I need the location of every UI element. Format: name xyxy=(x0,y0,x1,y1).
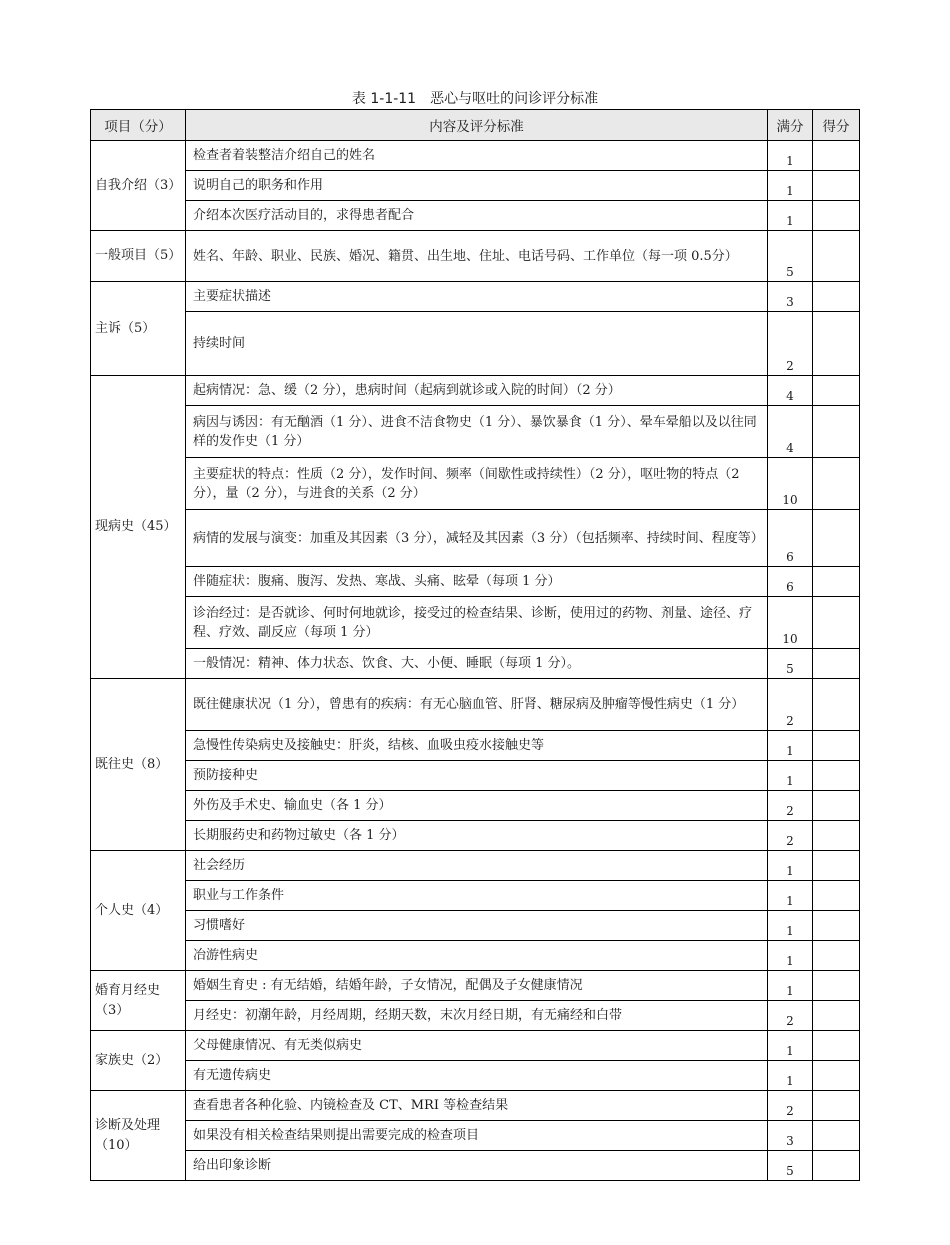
score-cell[interactable] xyxy=(813,821,860,851)
criteria-text: 习惯嗜好 xyxy=(186,911,768,941)
full-score: 2 xyxy=(768,312,813,376)
table-row xyxy=(91,1091,860,1121)
score-cell[interactable] xyxy=(813,1001,860,1031)
criteria-text: 有无遗传病史 xyxy=(186,1061,768,1091)
table-row xyxy=(91,821,860,851)
section-label: 一般项目（5） xyxy=(91,231,186,282)
table-row xyxy=(91,597,860,649)
table-row xyxy=(91,761,860,791)
table-row xyxy=(91,406,860,458)
table-row xyxy=(91,312,860,376)
table-row xyxy=(91,376,860,406)
criteria-text: 如果没有相关检查结果则提出需要完成的检查项目 xyxy=(186,1121,768,1151)
table-row xyxy=(91,791,860,821)
criteria-text: 冶游性病史 xyxy=(186,941,768,971)
score-cell[interactable] xyxy=(813,1031,860,1061)
criteria-text: 诊治经过：是否就诊、何时何地就诊，接受过的检查结果、诊断，使用过的药物、剂量、途径、疗程、疗效、副反应（每项 1 分） xyxy=(186,597,768,649)
score-cell[interactable] xyxy=(813,406,860,458)
criteria-text: 起病情况：急、缓（2 分），患病时间（起病到就诊或入院的时间）（2 分） xyxy=(186,376,768,406)
full-score: 6 xyxy=(768,567,813,597)
criteria-text: 查看患者各种化验、内镜检查及 CT、MRI 等检查结果 xyxy=(186,1091,768,1121)
table-row xyxy=(91,201,860,231)
criteria-text: 姓名、年龄、职业、民族、婚况、籍贯、出生地、住址、电话号码、工作单位（每一项 0.5分） xyxy=(186,231,768,282)
criteria-text: 病因与诱因：有无酗酒（1 分）、进食不洁食物史（1 分）、暴饮暴食（1 分）、晕车晕船以及以往同样的发作史（1 分） xyxy=(186,406,768,458)
criteria-text: 病情的发展与演变：加重及其因素（3 分），减轻及其因素（3 分）（包括频率、持续时间、程度等） xyxy=(186,510,768,567)
full-score: 1 xyxy=(768,971,813,1001)
score-cell[interactable] xyxy=(813,679,860,731)
full-score: 5 xyxy=(768,1151,813,1181)
full-score: 5 xyxy=(768,649,813,679)
score-cell[interactable] xyxy=(813,971,860,1001)
full-score: 2 xyxy=(768,791,813,821)
criteria-text: 职业与工作条件 xyxy=(186,881,768,911)
full-score: 1 xyxy=(768,141,813,171)
criteria-text: 介绍本次医疗活动目的，求得患者配合 xyxy=(186,201,768,231)
table-row xyxy=(91,881,860,911)
table-caption: 恶心与呕吐的问诊评分标准 xyxy=(430,91,599,107)
header-full-score: 满分 xyxy=(768,110,813,141)
score-cell[interactable] xyxy=(813,881,860,911)
full-score: 1 xyxy=(768,851,813,881)
criteria-text: 月经史：初潮年龄，月经周期，经期天数，末次月经日期，有无痛经和白带 xyxy=(186,1001,768,1031)
full-score: 2 xyxy=(768,821,813,851)
full-score: 5 xyxy=(768,231,813,282)
table-row xyxy=(91,731,860,761)
section-label: 诊断及处理（10） xyxy=(91,1091,186,1181)
criteria-text: 急慢性传染病史及接触史：肝炎，结核、血吸虫疫水接触史等 xyxy=(186,731,768,761)
score-cell[interactable] xyxy=(813,1091,860,1121)
score-cell[interactable] xyxy=(813,941,860,971)
section-label: 个人史（4） xyxy=(91,851,186,971)
full-score: 1 xyxy=(768,171,813,201)
score-cell[interactable] xyxy=(813,282,860,312)
table-row xyxy=(91,171,860,201)
table-body xyxy=(91,141,860,1181)
score-cell[interactable] xyxy=(813,201,860,231)
criteria-text: 婚姻生育史 : 有无结婚，结婚年龄，子女情况，配偶及子女健康情况 xyxy=(186,971,768,1001)
score-cell[interactable] xyxy=(813,1151,860,1181)
score-cell[interactable] xyxy=(813,649,860,679)
full-score: 3 xyxy=(768,282,813,312)
header-content: 内容及评分标准 xyxy=(186,110,768,141)
table-number: 表 1-1-11 xyxy=(351,91,417,107)
table-row xyxy=(91,141,860,171)
section-label: 现病史（45） xyxy=(91,376,186,679)
table-row xyxy=(91,1001,860,1031)
score-cell[interactable] xyxy=(813,376,860,406)
score-cell[interactable] xyxy=(813,567,860,597)
criteria-text: 预防接种史 xyxy=(186,761,768,791)
full-score: 6 xyxy=(768,510,813,567)
criteria-text: 外伤及手术史、输血史（各 1 分） xyxy=(186,791,768,821)
full-score: 10 xyxy=(768,458,813,510)
full-score: 4 xyxy=(768,406,813,458)
table-row xyxy=(91,1121,860,1151)
section-label: 婚育月经史（3） xyxy=(91,971,186,1031)
full-score: 1 xyxy=(768,201,813,231)
criteria-text: 说明自己的职务和作用 xyxy=(186,171,768,201)
full-score: 3 xyxy=(768,1121,813,1151)
header-row xyxy=(91,110,860,141)
scoring-table xyxy=(90,109,860,1181)
full-score: 1 xyxy=(768,731,813,761)
table-row xyxy=(91,971,860,1001)
score-cell[interactable] xyxy=(813,597,860,649)
table-row xyxy=(91,1151,860,1181)
full-score: 1 xyxy=(768,911,813,941)
table-row xyxy=(91,567,860,597)
criteria-text: 父母健康情况、有无类似病史 xyxy=(186,1031,768,1061)
table-row xyxy=(91,1031,860,1061)
criteria-text: 长期服药史和药物过敏史（各 1 分） xyxy=(186,821,768,851)
table-row xyxy=(91,458,860,510)
score-cell[interactable] xyxy=(813,791,860,821)
table-row xyxy=(91,649,860,679)
section-label: 既往史（8） xyxy=(91,679,186,851)
section-label: 主诉（5） xyxy=(91,282,186,376)
section-label: 家族史（2） xyxy=(91,1031,186,1091)
table-row xyxy=(91,941,860,971)
header-item: 项目（分） xyxy=(91,110,186,141)
score-cell[interactable] xyxy=(813,231,860,282)
table-title xyxy=(0,88,950,108)
criteria-text: 伴随症状：腹痛、腹泻、发热、寒战、头痛、眩晕（每项 1 分） xyxy=(186,567,768,597)
criteria-text: 既往健康状况（1 分），曾患有的疾病：有无心脑血管、肝肾、糖尿病及肿瘤等慢性病史（1 分） xyxy=(186,679,768,731)
criteria-text: 给出印象诊断 xyxy=(186,1151,768,1181)
criteria-text: 主要症状的特点：性质（2 分），发作时间、频率（间歇性或持续性）（2 分），呕吐物的特点（2 分），量（2 分），与进食的关系（2 分） xyxy=(186,458,768,510)
full-score: 1 xyxy=(768,1031,813,1061)
criteria-text: 主要症状描述 xyxy=(186,282,768,312)
table-row xyxy=(91,851,860,881)
full-score: 1 xyxy=(768,1061,813,1091)
table-row xyxy=(91,1061,860,1091)
full-score: 1 xyxy=(768,941,813,971)
table-row xyxy=(91,510,860,567)
score-cell[interactable] xyxy=(813,458,860,510)
table-row xyxy=(91,282,860,312)
criteria-text: 社会经历 xyxy=(186,851,768,881)
header-score: 得分 xyxy=(813,110,860,141)
score-cell[interactable] xyxy=(813,1061,860,1091)
criteria-text: 检查者着装整洁介绍自己的姓名 xyxy=(186,141,768,171)
full-score: 1 xyxy=(768,761,813,791)
table-row xyxy=(91,231,860,282)
score-cell[interactable] xyxy=(813,731,860,761)
table-row xyxy=(91,911,860,941)
full-score: 1 xyxy=(768,881,813,911)
score-cell[interactable] xyxy=(813,1121,860,1151)
score-cell[interactable] xyxy=(813,171,860,201)
full-score: 2 xyxy=(768,1091,813,1121)
score-cell[interactable] xyxy=(813,510,860,567)
full-score: 10 xyxy=(768,597,813,649)
score-cell[interactable] xyxy=(813,911,860,941)
score-cell[interactable] xyxy=(813,761,860,791)
table-row xyxy=(91,679,860,731)
criteria-text: 一般情况：精神、体力状态、饮食、大、小便、睡眠（每项 1 分）。 xyxy=(186,649,768,679)
score-cell[interactable] xyxy=(813,312,860,376)
score-cell[interactable] xyxy=(813,851,860,881)
score-cell[interactable] xyxy=(813,141,860,171)
full-score: 2 xyxy=(768,1001,813,1031)
criteria-text: 持续时间 xyxy=(186,312,768,376)
full-score: 4 xyxy=(768,376,813,406)
full-score: 2 xyxy=(768,679,813,731)
section-label: 自我介绍（3） xyxy=(91,141,186,231)
